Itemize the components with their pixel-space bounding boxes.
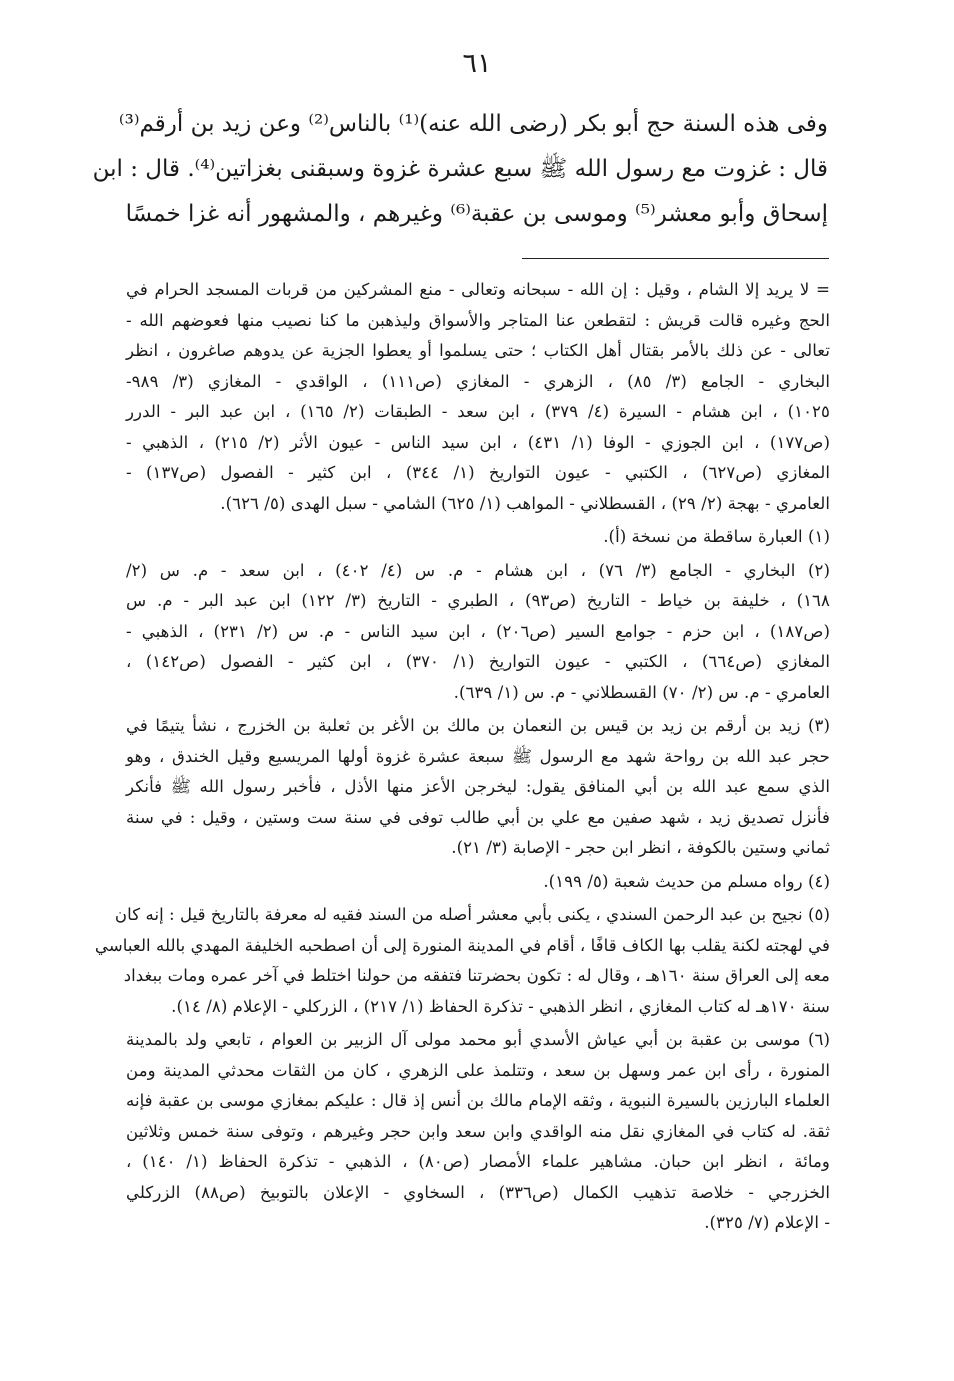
footnote-line: (٤) رواه مسلم من حديث شعبة (٥/ ١٩٩). (543, 870, 830, 891)
main-text-line: قال : غزوت مع رسول الله ﷺ سبع عشرة غزوة وسبقنى بغزاتين⁽⁴⁾. قال : ابن (92, 156, 828, 182)
footnote-6 (126, 1024, 830, 1238)
footnote-3 (126, 710, 830, 863)
footnote-line: المنورة ، رأى ابن عمر وسهل بن سعد ، وتتلمذ على الزهري ، كان من الثقات محدثي المدينة ومن (126, 1059, 830, 1080)
footnote-continued (126, 274, 830, 518)
footnote-line: ١٦٨) ، خليفة بن خياط - التاريخ (ص٩٣) ، الطبري - التاريخ (٣/ ١٢٢) ابن عبد البر - م. س (126, 590, 830, 610)
footnote-line: (٦) موسى بن عقبة بن أبي عياش الأسدي أبو محمد مولى آل الزبير بن العوام ، تابعي ولد بالمدينة (126, 1029, 830, 1049)
footnote-separator (522, 258, 829, 259)
main-text-block (92, 102, 828, 237)
footnote-1 (126, 521, 830, 552)
footnote-line: (ص١٧٧) ، ابن الجوزي - الوفا (١/ ٤٣١) ، ابن سيد الناس - عيون الأثر (٢/ ٢١٥) ، الذهبي - (126, 431, 831, 452)
footnote-line: (٢) البخاري - الجامع (٣/ ٧٦) ، ابن هشام - م. س (٤/ ٤٠٢) ، ابن سعد - م. س (٢/ (126, 559, 830, 580)
footnote-line: (ص١٨٧) ، ابن حزم - جوامع السير (ص٢٠٦) ، ابن سيد الناس - م. س (٢/ ٢٣١) ، الذهبي - (126, 620, 830, 641)
footnote-line: ثماني وستين بالكوفة ، انظر ابن حجر - الإصابة (٣/ ٢١). (451, 837, 830, 857)
footnote-line: العامري - بهجة (٢/ ٢٩) ، القسطلاني - المواهب (١/ ٦٢٥) الشامي - سبل الهدى (٥/ ٦٢٦). (220, 492, 830, 513)
footnote-line: (٥) نجيح بن عبد الرحمن السندي ، يكنى بأبي معشر أصله من السند فقيه له معرفة بالتاريخ قيل : إنه كان (114, 904, 830, 924)
footnote-line: ١٠٢٥) ، ابن هشام - السيرة (٤/ ٣٧٩) ، ابن سعد - الطبقات (٢/ ١٦٥) ، ابن عبد البر - الدرر (126, 401, 830, 421)
footnote-line: سنة ١٧٠هـ له كتاب المغازي ، انظر الذهبي - تذكرة الحفاظ (١/ ٢١٧) ، الزركلي - الإعلام (٨/ ١٤). (171, 995, 830, 1016)
footnote-line: البخاري - الجامع (٣/ ٨٥) ، الزهري - المغازي (ص١١١) ، الواقدي - المغازي (٣/ ٩٨٩- (126, 370, 830, 391)
footnote-2 (126, 555, 830, 708)
footnote-line: الخزرجي - خلاصة تذهيب الكمال (ص٣٣٦) ، السخاوي - الإعلان بالتوبيخ (ص٨٨) الزركلي (126, 1181, 830, 1202)
page-number: ٦١ (462, 48, 492, 79)
footnote-line: ثقة. له كتاب في المغازي نقل منه الواقدي وابن سعد وابن حجر وغيرهم ، وتوفى سنة خمس وثلاثين (126, 1120, 830, 1141)
footnote-line: المغازي (ص٦٦٤) ، الكتبي - عيون التواريخ (١/ ٣٧٠) ، ابن كثير - الفصول (ص١٤٢) ، (126, 651, 830, 671)
footnotes-section (94, 274, 831, 1241)
footnote-line: - الإعلام (٧/ ٣٢٥). (704, 1212, 830, 1232)
footnote-line: فأنزل تصديق زيد ، شهد صفين مع علي بن أبي طالب توفى في سنة ست وستين ، وقيل : في سنة (126, 806, 830, 827)
footnote-line: (١) العبارة ساقطة من نسخة (أ). (603, 526, 830, 546)
main-text-line: إسحاق وأبو معشر⁽⁵⁾ وموسى بن عقبة⁽⁶⁾ وغيرهم ، والمشهور أنه غزا خمسًا (125, 201, 828, 227)
footnote-line: الذي سمع عبد الله بن أبي المنافق يقول: ليخرجن الأعز منها الأذل ، فأخبر رسول الله ﷺ فأنكر (126, 776, 830, 796)
footnote-line: حجر عبد الله بن رواحة شهد مع الرسول ﷺ سبعة عشرة غزوة أولها المريسيع وقيل الخندق ، وهو (126, 745, 830, 766)
footnote-line: المغازي (ص٦٢٧) ، الكتبي - عيون التواريخ (١/ ٣٤٤) ، ابن كثير - الفصول (ص١٣٧) - (126, 462, 830, 482)
footnote-5 (94, 899, 830, 1021)
footnote-line: تعالى - عن ذلك بالأمر بقتال أهل الكتاب ؛ حتى يسلموا أو يعطوا الجزية عن يدوهم صاغرون ، انظر (126, 340, 830, 360)
footnote-line: الحج وغيره قالت قريش : لتقطعن عنا المتاجر والأسواق وليذهبن ما كنا نصيب منها فعوضهم الله - (126, 309, 830, 330)
footnote-4 (126, 866, 830, 897)
footnote-line: العامري - م. س (٢/ ٧٠) القسطلاني - م. س (١/ ٦٣٩). (453, 681, 830, 702)
footnote-line: (٣) زيد بن أرقم بن زيد بن قيس بن النعمان بن مالك بن الأغر بن ثعلبة بن الخزرج ، نشأ يتيمًا في (126, 715, 830, 735)
footnote-line: معه إلى العراق سنة ١٦٠هـ ، وقال له : تكون بحضرتنا فتفقه من حولنا اختلط في آخر عمره ومات ببغداد (123, 965, 830, 985)
main-text-line: وفى هذه السنة حج أبو بكر (رضى الله عنه)⁽¹⁾ بالناس⁽²⁾ وعن زيد بن أرقم⁽³⁾ (118, 111, 828, 137)
footnote-line: في لهجته لكنة يقلب بها الكاف قافًا ، أقام في المدينة المنورة إلى أن اصطحبه الخليفة المهدي بالله العباسي (94, 934, 830, 955)
footnote-line: ومائة ، انظر ابن حبان. مشاهير علماء الأمصار (ص٨٠) ، الذهبي - تذكرة الحفاظ (١/ ١٤٠) ، (126, 1151, 830, 1171)
footnote-line: = لا يريد إلا الشام ، وقيل : إن الله - سبحانه وتعالى - منع المشركين من قربات المسجد الحرام في (126, 279, 830, 299)
footnote-line: العلماء البارزين بالسيرة النبوية ، وثقه الإمام مالك بن أنس إذ قال : عليكم بمغازي موسى بن عقبة فإنه (126, 1090, 830, 1110)
